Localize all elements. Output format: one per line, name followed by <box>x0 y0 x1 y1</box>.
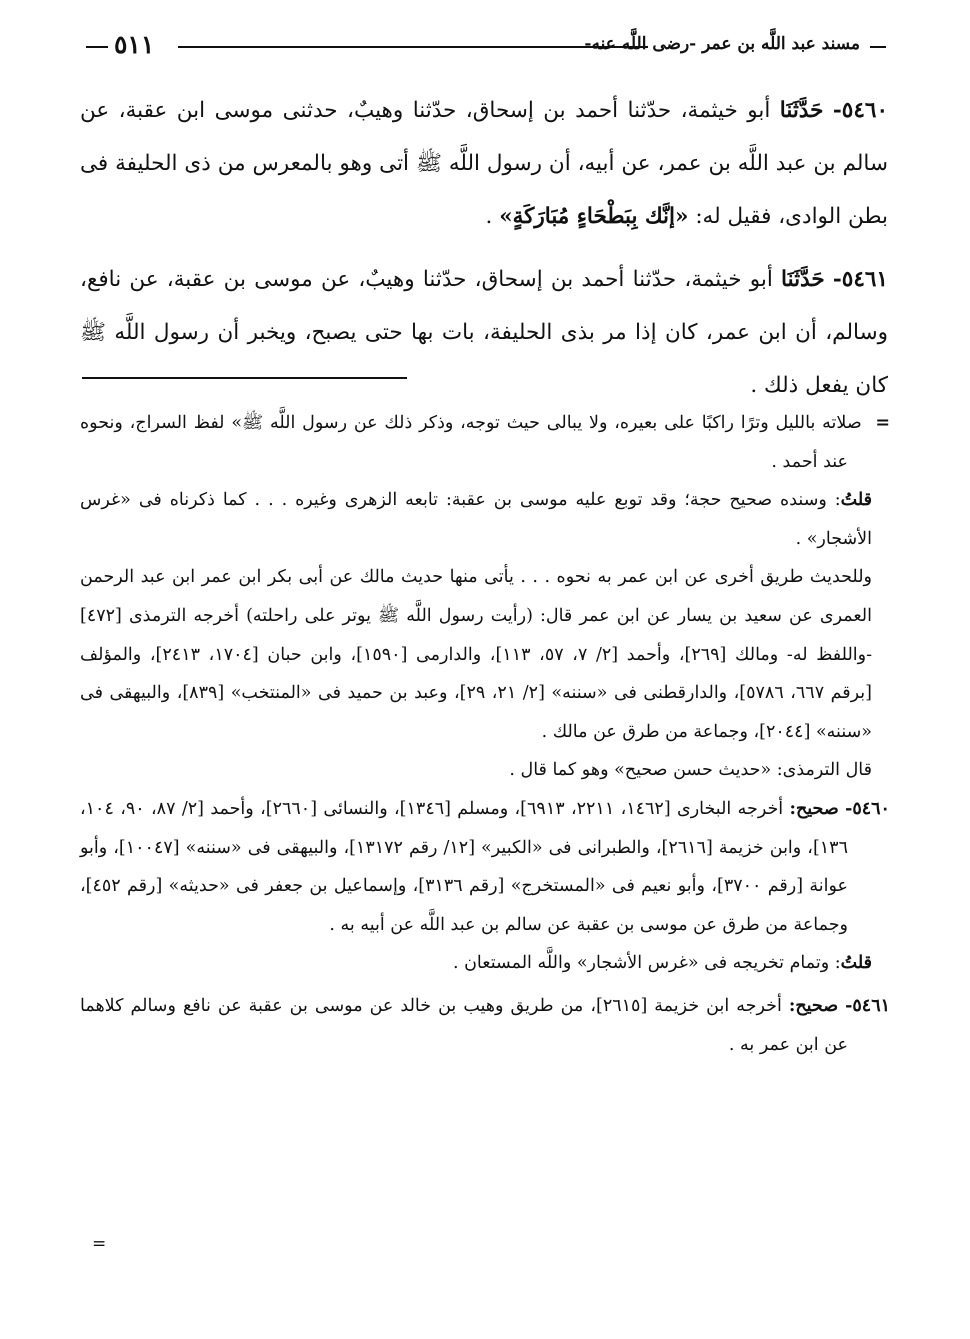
footnote-number: ٥٤٦٠- <box>845 798 890 819</box>
qultu-label: قلتُ <box>840 953 872 974</box>
footnote-other-path: وللحديث طريق أخرى عن ابن عمر به نحوه . . . يأتى منها حديث مالك عن أبى بكر ابن عمر ابن عبد الرحمن العمرى عن سعيد بن يسار عن ابن عمر قال: (رأيت رسول اللَّه ﷺ يوتر على راحلته) أخرجه الترمذى [٤٧٢] -واللفظ له- ومالك [٢٦٩]، وأحمد [٢/ ٧، ٥٧، ١١٣]، والدارمى [١٥٩٠]، وابن حبان [١٧٠٤، ٢٤١٣]، والمؤلف [برقم ٦٦٧، ٥٧٨٦]، والدارقطنى فى «سننه» [٢/ ٢١، ٢٩]، وعبد بن حميد فى «المنتخب» [٨٣٩]، والبيهقى فى «سننه» [٢٠٤٤]، وجماعة من طرق عن مالك . <box>80 567 873 742</box>
footnotes <box>80 404 890 1064</box>
footnote-divider <box>82 377 407 379</box>
hadith-intro: حَدَّثَنَا <box>779 98 824 123</box>
hadith-quote: «إنَّك بِبَطْحَاءٍ مُبَارَكَةٍ» <box>499 204 689 229</box>
footnote-qultu <box>80 481 890 558</box>
footnote-text: : وسنده صحيح حجة؛ وقد توبع عليه موسى بن عقبة: تابعه الزهرى وغيره . . . كما ذكرناه فى «غرس الأشجار» . <box>80 490 872 549</box>
running-header <box>86 30 886 64</box>
footnote-text: صلاته بالليل وترًا راكبًا على بعيره، ولا يبالى حيث توجه، وذكر ذلك عن رسول اللَّه ﷺ» لفظ السراج، ونحوه عند أحمد . <box>80 413 862 472</box>
header-rule <box>178 46 648 48</box>
footnote-text: أخرجه البخارى [١٤٦٢، ٢٢١١، ٦٩١٣]، ومسلم [١٣٤٦]، والنسائى [٢٦٦٠]، وأحمد [٢/ ٨٧، ٩٠، ١٠٤، ١٣٦]، وابن خزيمة [٢٦١٦]، والطبرانى فى «الكبير» [١٢/ رقم ١٣١٧٢]، والبيهقى فى «سننه» [١٠٠٤٧]، وأبو عوانة [رقم ٣٧٠٠]، وأبو نعيم فى «المستخرج» [رقم ٣١٣٦]، وإسماعيل بن جعفر فى «حديثه» [رقم ٤٥٢]، وجماعة من طرق عن موسى بن عقبة عن سالم بن عبد اللَّه عن أبيه به . <box>80 798 848 935</box>
footnote-5460 <box>80 790 890 944</box>
hadith-intro: حَدَّثَنَا <box>781 267 825 292</box>
header-dash <box>86 46 108 48</box>
header-title: مسند عبد اللَّه بن عمر -رضى اللَّه عنه- <box>584 34 860 54</box>
grade-label: صحيح: <box>789 798 839 819</box>
grade-label: صحيح: <box>788 995 839 1016</box>
footnote-5461 <box>80 987 890 1064</box>
hadith-text: أبو خيثمة، حدّثنا أحمد بن إسحاق، حدّثنا وهيبٌ، حدثنى موسى ابن عقبة، عن سالم بن عبد اللَّه بن عمر، عن أبيه، أن رسول اللَّه ﷺ أتى وهو بالمعرس من ذى الحليفة فى بطن الوادى، فقيل له: <box>80 98 888 229</box>
main-text <box>80 84 888 422</box>
footnote-continuation <box>80 404 890 481</box>
hadith-text: أبو خيثمة، حدّثنا أحمد بن إسحاق، حدّثنا وهيبٌ، عن موسى بن عقبة، عن نافع، وسالم، أن ابن عمر، كان إذا مر بذى الحليفة، بات بها حتى يصبح، ويخبر أن رسول اللَّه ﷺ كان يفعل ذلك . <box>80 267 888 398</box>
qultu-label: قلتُ <box>840 490 872 511</box>
hadith-number: ٥٤٦١- <box>832 267 888 292</box>
continues-marker: = <box>92 1234 107 1254</box>
page-number: ٥١١ <box>114 30 155 59</box>
hadith-5460 <box>80 84 888 243</box>
footnote-text: أخرجه ابن خزيمة [٢٦١٥]، من طريق وهيب بن خالد عن موسى بن عقبة عن نافع وسالم كلاهما عن ابن عمر به . <box>80 995 848 1055</box>
footnote-text: : وتمام تخريجه فى «غرس الأشجار» واللَّه المستعان . <box>452 953 841 974</box>
footnote-qultu <box>80 944 890 983</box>
header-dash <box>870 46 886 48</box>
continuation-marker: = <box>875 413 890 433</box>
footnote-number: ٥٤٦١- <box>845 995 890 1016</box>
hadith-end: . <box>485 204 493 229</box>
hadith-number: ٥٤٦٠- <box>832 98 888 123</box>
hadith-5461 <box>80 253 888 412</box>
footnote-tirmidhi: قال الترمذى: «حديث حسن صحيح» وهو كما قال . <box>509 760 872 781</box>
